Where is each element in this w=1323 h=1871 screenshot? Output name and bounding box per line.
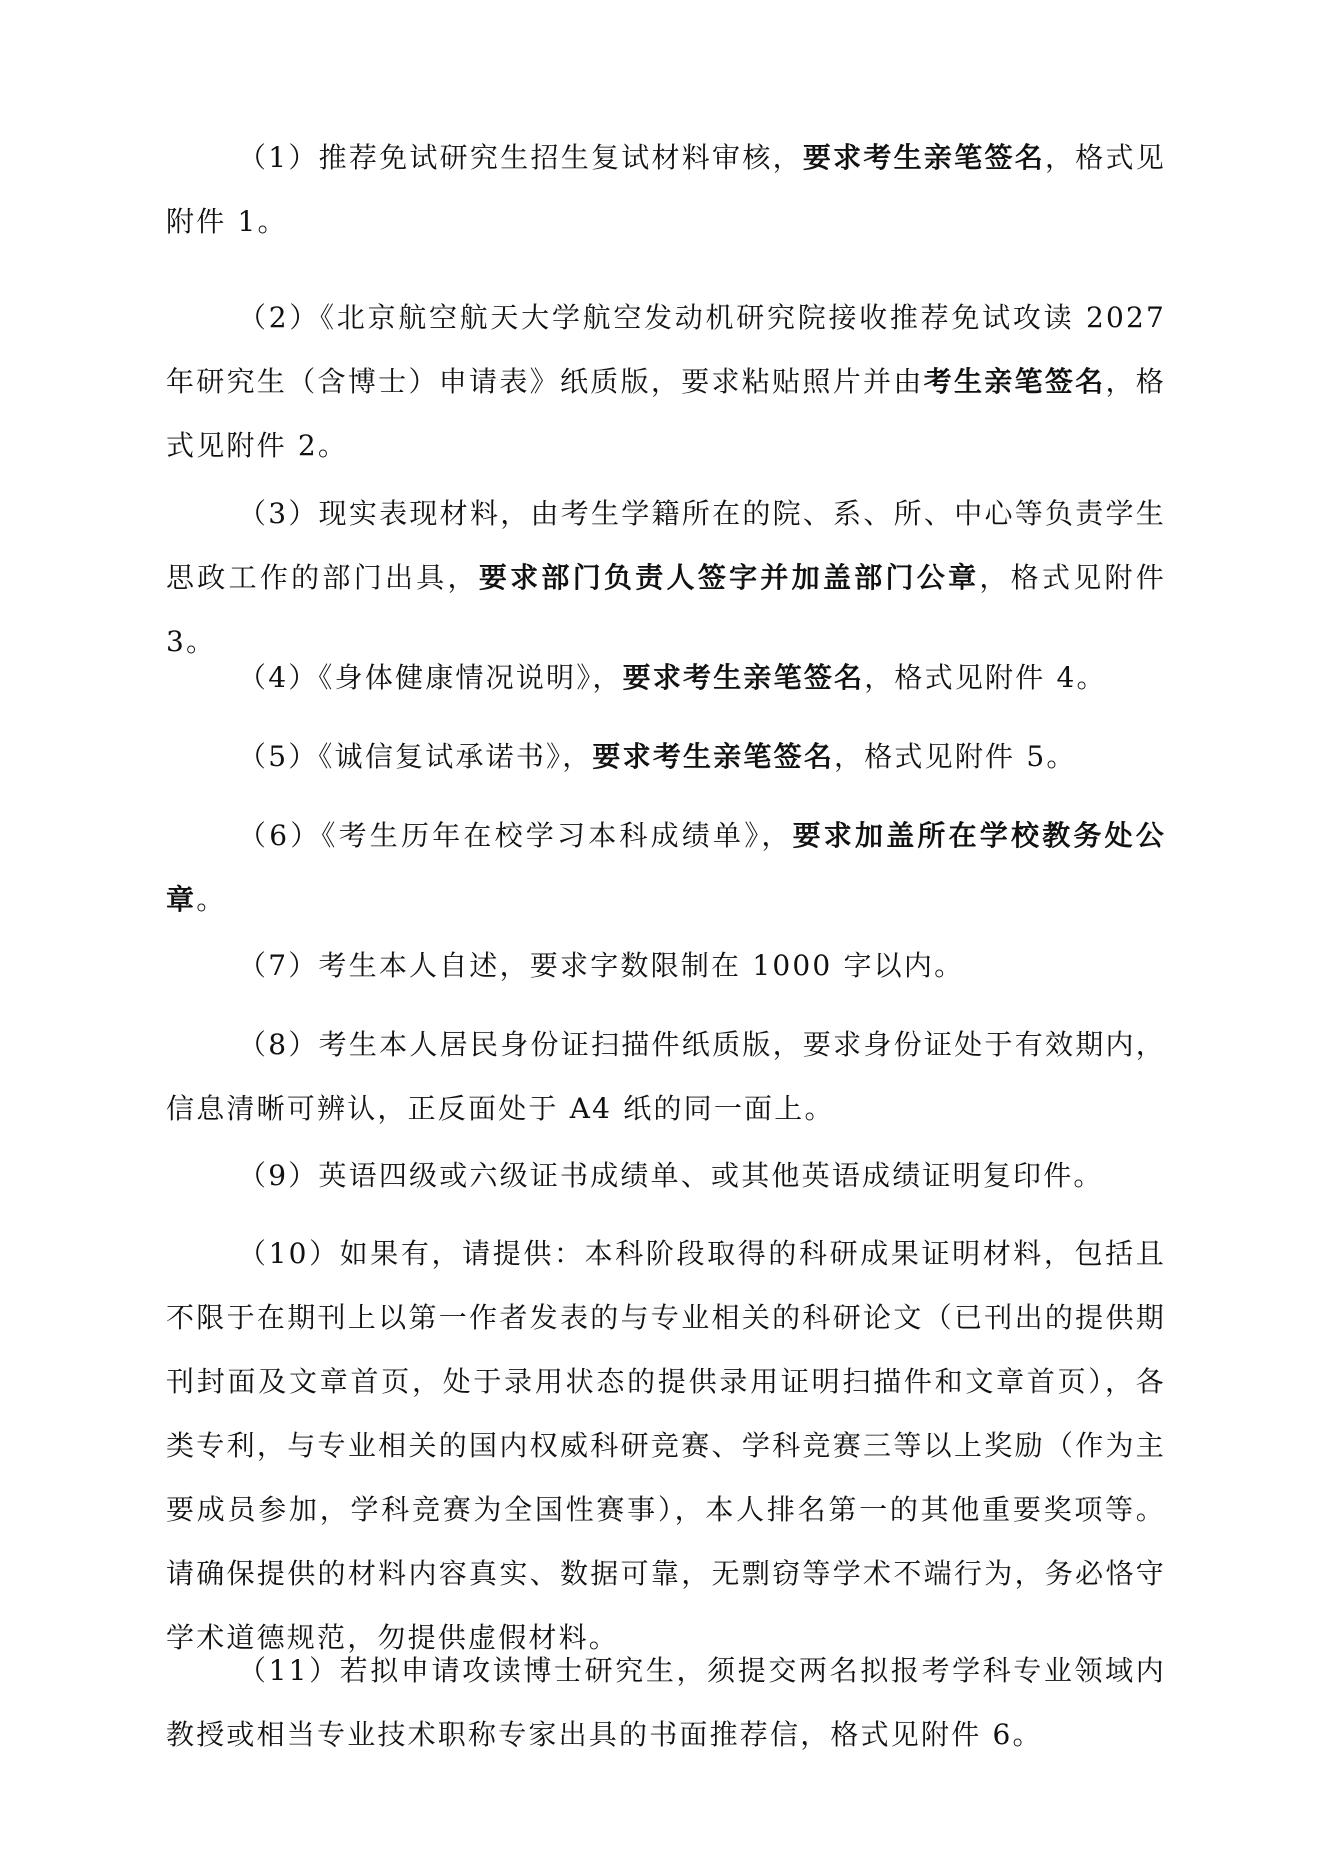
requirement-emphasis: 要求考生亲笔签名 [592,740,835,773]
paragraph-text: （1）推荐免试研究生招生复试材料审核， [238,141,803,174]
paragraph-text: （11）若拟申请攻读博士研究生，须提交两名拟报考学科专业领域内教授或相当专业技术职称专家出具的书面推荐信，格式见附件 6。 [166,1654,1166,1751]
item-6 [166,804,1166,932]
item-10 [166,1222,1166,1670]
item-7 [166,934,1166,998]
item-1 [166,126,1166,254]
item-11 [166,1639,1166,1767]
requirement-emphasis: 要求考生亲笔签名 [802,141,1045,174]
paragraph-text: ，格式见附件 4。 [864,661,1107,694]
paragraph-text: （5）《诚信复试承诺书》， [238,740,593,773]
requirement-emphasis: 要求部门负责人签字并加盖部门公章 [478,561,980,594]
paragraph-text: （3）现实表现材料，由考生学籍所在的院、系、所、中心等负责学生思政工作的部门出具， [166,497,1166,594]
paragraph-text: （6）《考生历年在校学习本科成绩单》， [238,819,793,852]
paragraph-text: （2）《北京航空航天大学航空发动机研究院接收推荐免试攻读 2027 年研究生（含博士）申请表》纸质版，要求粘贴照片并由 [166,301,1166,398]
paragraph-text: ，格式见附件 2。 [166,365,1166,462]
item-8 [166,1013,1166,1141]
paragraph-text: （4）《身体健康情况说明》， [238,661,623,694]
requirement-emphasis: 考生亲笔签名 [923,365,1106,398]
paragraph-text: ，格式见附件 3。 [166,561,1167,658]
paragraph-text: 。 [196,883,227,916]
paragraph-text: （7）考生本人自述，要求字数限制在 1000 字以内。 [238,949,965,982]
paragraph-text: ，格式见附件 5。 [834,740,1077,773]
item-5 [166,725,1166,789]
item-2 [166,286,1166,478]
paragraph-text: （9）英语四级或六级证书成绩单、或其他英语成绩证明复印件。 [238,1159,1104,1192]
paragraph-text: （10）如果有，请提供：本科阶段取得的科研成果证明材料，包括且不限于在期刊上以第一作者发表的与专业相关的科研论文（已刊出的提供期刊封面及文章首页，处于录用状态的提供录用证明扫描件和文章首页），各类专利，与专业相关的国内权威科研竞赛、学科竞赛三等以上奖励（作为主要成员参加，学科竞赛为全国性赛事），本人排名第一的其他重要奖项等。请确保提供的材料内容真实、数据可靠，无剽窃等学术不端行为，务必恪守学术道德规范，勿提供虚假材料。 [166,1237,1166,1654]
paragraph-text: （8）考生本人居民身份证扫描件纸质版，要求身份证处于有效期内，信息清晰可辨认，正反面处于 A4 纸的同一面上。 [166,1028,1166,1125]
item-4 [166,646,1166,710]
item-9 [166,1144,1166,1208]
requirement-emphasis: 要求加盖所在学校教务处公章 [166,819,1166,916]
requirement-emphasis: 要求考生亲笔签名 [622,661,865,694]
paragraph-text: ，格式见附件 1。 [166,141,1166,238]
